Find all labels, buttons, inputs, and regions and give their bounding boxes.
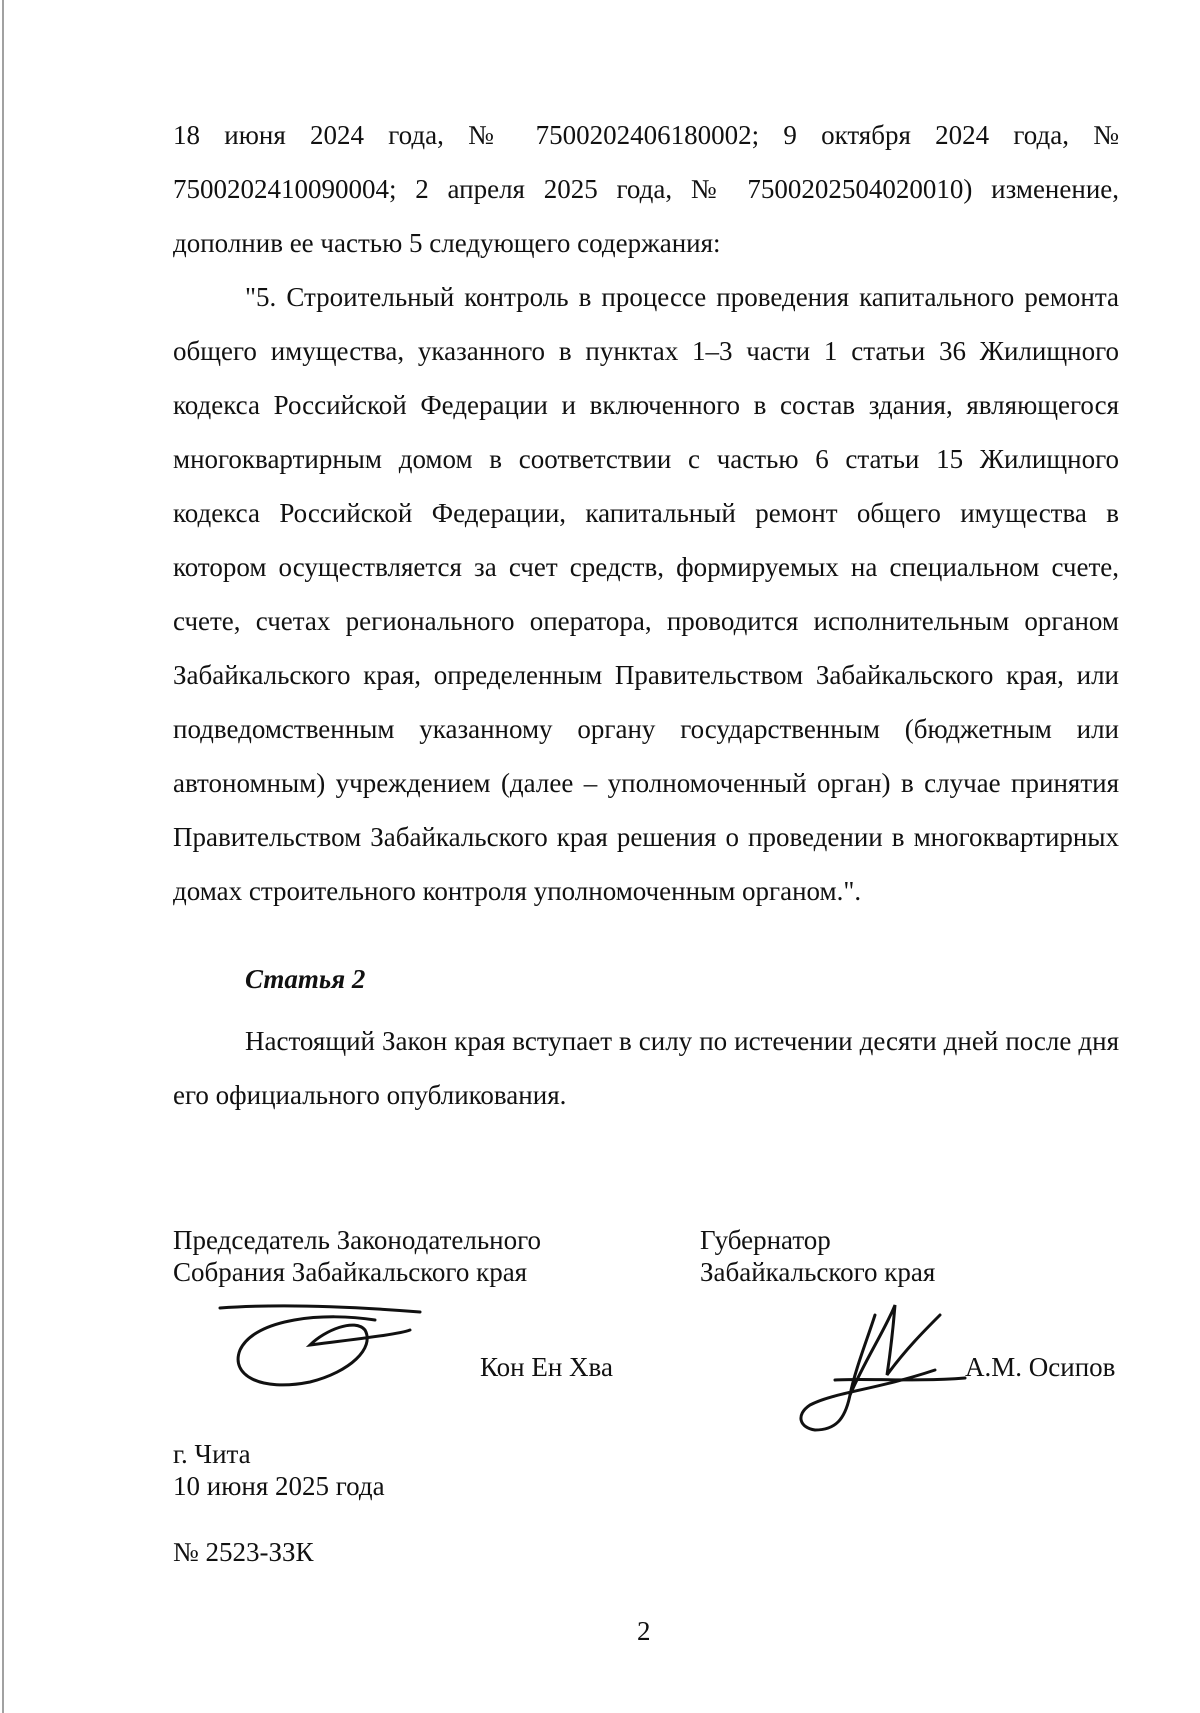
paragraph-intro: 18 июня 2024 года, № 7500202406180002; 9 октября 2024 года, № 7500202410090004; 2 апреля 2025 года, № 7500202504020010) изменение, дополнив ее частью 5 следующего содержания: (173, 120, 1119, 258)
right-title-line1: Губернатор (700, 1225, 831, 1255)
left-title-line1: Председатель Законодательного (173, 1225, 542, 1255)
page-number: 2 (637, 1616, 651, 1646)
city: г. Чита (173, 1439, 251, 1469)
right-signatory-name: А.М. Осипов (965, 1352, 1116, 1382)
date: 10 июня 2025 года (173, 1471, 385, 1501)
law-number: № 2523-ЗЗК (173, 1537, 314, 1567)
article-heading: Статья 2 (245, 964, 366, 994)
left-signatory-name: Кон Ен Хва (480, 1352, 613, 1382)
body-text (173, 108, 1119, 918)
scan-edge-line (2, 0, 4, 1713)
left-signatory-title (173, 1224, 541, 1288)
paragraph-article2: Настоящий Закон края вступает в силу по истечении десяти дней после дня его официального опубликования. (173, 1026, 1119, 1110)
left-signature-image (215, 1300, 425, 1400)
right-signatory-title (700, 1224, 935, 1288)
right-title-line2: Забайкальского края (700, 1257, 936, 1287)
right-signature-image (795, 1300, 985, 1440)
left-title-line2: Собрания Забайкальского края (173, 1257, 528, 1287)
paragraph-part5: "5. Строительный контроль в процессе проведения капитального ремонта общего имущества, указанного в пунктах 1–3 части 1 статьи 36 Жилищного кодекса Российской Федерации и включенного в состав здания, являющегося многоквартирным домом в соответствии с частью 6 статьи 15 Жилищного кодекса Российской Федерации, капитальный ремонт общего имущества в котором осуществляется за счет средств, формируемых на специальном счете, счете, счетах регионального оператора, проводится исполнительным органом Забайкальского края, определенным Правительством Забайкальского края, или подведомственным указанному органу государственным (бюджетным или автономным) учреждением (далее – уполномоченный орган) в случае принятия Правительством Забайкальского края решения о проведении в многоквартирных домах строительного контроля уполномоченным органом.". (173, 282, 1119, 906)
place-and-date (173, 1438, 385, 1502)
